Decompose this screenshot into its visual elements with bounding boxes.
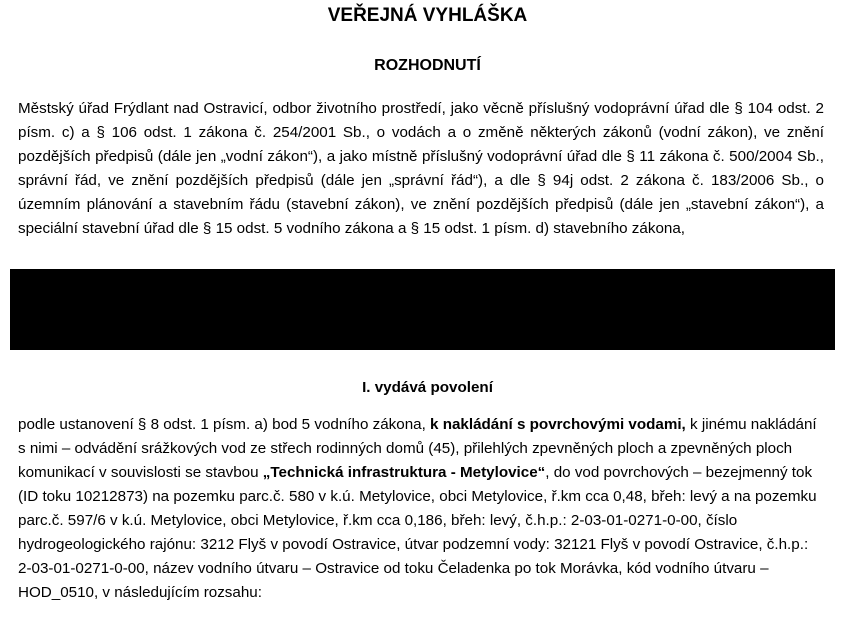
redacted-block — [10, 269, 835, 350]
permit-text-bold-1: k nakládání s povrchovými vodami, — [430, 416, 686, 433]
decision-heading: ROZHODNUTÍ — [374, 57, 481, 74]
permit-text-2: k jinému nakládání s nimi – odvádění srážkových vod ze střech rodinných domů (45), přilehlých zpevněných ploch a zpevněných ploch komunikací v souvislosti se stavbou — [18, 416, 817, 481]
section-heading: I. vydává povolení — [362, 379, 493, 396]
permit-text-bold-2: „Technická infrastruktura - Metylovice“ — [262, 464, 546, 481]
permit-text-3: , do vod povrchových – bezejmenný tok (ID toku 10212873) na pozemku parc.č. 580 v k.ú. Metylovice, obci Metylovice, ř.km cca 0,48, břeh: levý a na pozemku parc.č. 597/6 v k.ú. Metylovice, obci Metylovice, ř.km cca 0,186, břeh: levý, č.h.p.: 2-03-01-0271-0-00, číslo hydrogeologického rajónu: 3212 Flyš v povodí Ostravice, útvar podzemní vody: 32121 Flyš v povodí Ostravice, č.h.p.: 2-03-01-0271-0-00, název vodního útvaru – Ostravice od toku Čeladenka po tok Morávka, kód vodního útvaru – HOD_0510, v následujícím rozsahu: — [18, 464, 817, 601]
intro-paragraph: Městský úřad Frýdlant nad Ostravicí, odbor životního prostředí, jako věcně příslušný vodoprávní úřad dle § 104 odst. 2 písm. c) a § 106 odst. 1 zákona č. 254/2001 Sb., o vodách a o změně některých zákonů (vodní zákon), ve znění pozdějších předpisů (dále jen „vodní zákon“), a jako místně příslušný vodoprávní úřad dle § 11 zákona č. 500/2004 Sb., správní řád, ve znění pozdějších předpisů (dále jen „správní řád“), a dle § 94j odst. 2 zákona č. 183/2006 Sb., o územním plánování a stavebním řádu (stavební zákon), ve znění pozdějších předpisů (dále jen „stavební zákon“), a speciální stavební úřad dle § 15 odst. 5 vodního zákona a § 15 odst. 1 písm. d) stavebního zákona, — [18, 100, 824, 237]
permit-paragraph — [18, 413, 824, 605]
document-title: VEŘEJNÁ VYHLÁŠKA — [327, 5, 528, 26]
permit-text-1: podle ustanovení § 8 odst. 1 písm. a) bod 5 vodního zákona, — [18, 416, 431, 433]
